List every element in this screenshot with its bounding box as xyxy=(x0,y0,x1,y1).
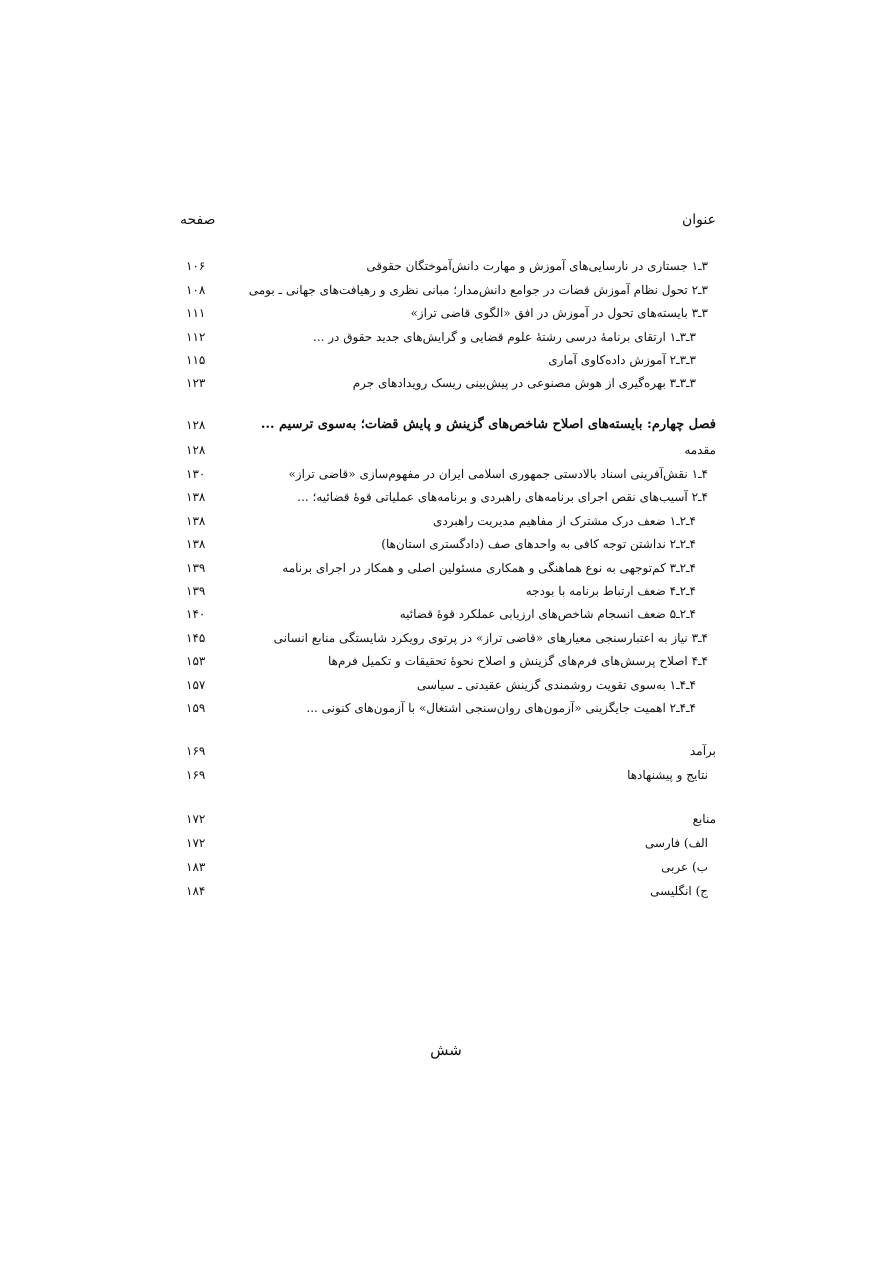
toc-section-heading xyxy=(180,808,716,830)
toc-entry-title: فصل چهارم: بایسته‌های اصلاح شاخص‌های گزینش و پایش قضات؛ به‌سوی ترسیم ... xyxy=(260,417,716,432)
toc-entry-page: ۱۲۸ xyxy=(186,418,206,432)
toc-entry-page: ۱۲۳ xyxy=(186,376,206,390)
toc-entry-title: ۴ـ۲ـ۲ نداشتن توجه کافی به واحدهای صف (دادگستری استان‌ها) xyxy=(381,537,696,551)
toc-entry xyxy=(180,627,716,649)
toc-entry-page: ۱۷۲ xyxy=(186,812,206,826)
toc-entry-page: ۱۰۶ xyxy=(186,259,206,273)
toc-entry-title: ۳ـ۳ـ۱ ارتقای برنامهٔ درسی رشتهٔ علوم قضایی و گرایش‌های جدید حقوق در ... xyxy=(313,330,696,344)
toc-entry-page: ۱۵۷ xyxy=(186,678,206,692)
toc-entry-title: مقدمه xyxy=(684,443,716,457)
page-number: شش xyxy=(430,1041,462,1059)
toc-entry-page: ۱۲۸ xyxy=(186,443,206,457)
toc-entry-page: ۱۸۴ xyxy=(186,884,206,898)
toc-entry xyxy=(180,372,716,394)
toc-entry-page: ۱۶۹ xyxy=(186,768,206,782)
toc-entry-title: ج) انگلیسی xyxy=(650,884,708,898)
toc-entry-title: منابع xyxy=(692,812,716,826)
toc-entry xyxy=(180,302,716,324)
toc-entry-title: ۴ـ۲ـ۱ ضعف درک مشترک از مفاهیم مدیریت راهبردی xyxy=(433,514,696,528)
toc-entry-page: ۱۳۸ xyxy=(186,490,206,504)
toc-entry-page: ۱۸۳ xyxy=(186,860,206,874)
toc-entry-title: ۴ـ۴ اصلاح پرسش‌های فرم‌های گزینش و اصلاح نحوهٔ تحقیقات و تکمیل فرم‌ها xyxy=(327,654,708,668)
toc-entry xyxy=(180,674,716,696)
toc-entry-page: ۱۰۸ xyxy=(186,283,206,297)
toc-entry-title: ب) عربی xyxy=(661,860,708,874)
toc-entry-title: ۴ـ۲ آسیب‌های نقص اجرای برنامه‌های راهبردی و برنامه‌های عملیاتی قوهٔ قضائیه؛ ... xyxy=(297,490,708,504)
toc-entry-page: ۱۵۹ xyxy=(186,701,206,715)
toc-entry-page: ۱۴۵ xyxy=(186,631,206,645)
toc-entry xyxy=(180,832,716,854)
toc-entry-page: ۱۱۱ xyxy=(186,306,206,320)
toc-entry-title: ۴ـ۴ـ۱ به‌سوی تقویت روشمندی گزینش عقیدتی ـ سیاسی xyxy=(416,678,696,692)
toc-entry-title: ۴ـ۴ـ۲ اهمیت جایگزینی «آزمون‌های روان‌سنجی اشتغال» با آزمون‌های کنونی ... xyxy=(306,701,696,715)
toc-chapter-heading xyxy=(180,414,716,436)
toc-entry-page: ۱۷۲ xyxy=(186,836,206,850)
toc-entry xyxy=(180,349,716,371)
toc-entry xyxy=(180,510,716,532)
toc-entry xyxy=(180,697,716,719)
toc-entry-page: ۱۳۰ xyxy=(186,467,206,481)
toc-entry-page: ۱۵۳ xyxy=(186,654,206,668)
toc-entry-page: ۱۴۰ xyxy=(186,607,206,621)
toc-entry xyxy=(180,603,716,625)
toc-entry xyxy=(180,463,716,485)
toc-entry-page: ۱۳۸ xyxy=(186,514,206,528)
toc-entry xyxy=(180,856,716,878)
toc-page-column-heading: صفحه xyxy=(180,212,216,228)
toc-entry xyxy=(180,650,716,672)
toc-entry xyxy=(180,326,716,348)
toc-entry-page: ۱۱۲ xyxy=(186,330,206,344)
toc-section-heading xyxy=(180,740,716,762)
toc-entry xyxy=(180,439,716,461)
toc-entry-title: برآمد xyxy=(689,744,716,758)
toc-entry xyxy=(180,486,716,508)
toc-entry-title: ۳ـ۲ تحول نظام آموزش قضات در جوامع دانش‌مدار؛ مبانی نظری و رهیافت‌های جهانی ـ بومی xyxy=(248,283,708,297)
toc-entry xyxy=(180,580,716,602)
toc-entry-title: ۴ـ۲ـ۴ ضعف ارتباط برنامه با بودجه xyxy=(525,584,696,598)
toc-entry-page: ۱۱۵ xyxy=(186,353,206,367)
toc-entry-title: الف) فارسی xyxy=(644,836,708,850)
toc-entry-page: ۱۶۹ xyxy=(186,744,206,758)
toc-entry-page: ۱۳۸ xyxy=(186,537,206,551)
toc-entry xyxy=(180,880,716,902)
toc-title-column-heading: عنوان xyxy=(682,212,716,228)
toc-entry-page: ۱۳۹ xyxy=(186,584,206,598)
toc-entry-title: ۳ـ۳ بایسته‌های تحول در آموزش در افق «الگوی قاضی تراز» xyxy=(410,306,708,320)
toc-entry-title: ۴ـ۳ نیاز به اعتبارسنجی معیارهای «قاضی تراز» در پرتوی رویکرد شایستگی منابع انسانی xyxy=(273,631,708,645)
toc-entry xyxy=(180,279,716,301)
toc-entry-title: نتایج و پیشنهادها xyxy=(627,768,708,782)
toc-entry-title: ۳ـ۳ـ۲ آموزش داده‌کاوی آماری xyxy=(548,353,696,367)
toc-entry-title: ۳ـ۳ـ۳ بهره‌گیری از هوش مصنوعی در پیش‌بینی ریسک رویدادهای جرم xyxy=(352,376,696,390)
toc-entry xyxy=(180,764,716,786)
toc-entry-title: ۴ـ۲ـ۵ ضعف انسجام شاخص‌های ارزیابی عملکرد قوهٔ قضائیه xyxy=(399,607,696,621)
toc-header xyxy=(180,212,716,236)
toc-entry-title: ۴ـ۱ نقش‌آفرینی اسناد بالادستی جمهوری اسلامی ایران در مفهوم‌سازی «قاضی تراز» xyxy=(288,467,708,481)
toc-entry-title: ۴ـ۲ـ۳ کم‌توجهی به نوع هماهنگی و همکاری مسئولین اصلی و همکار در اجرای برنامه xyxy=(282,561,696,575)
toc-entry xyxy=(180,557,716,579)
toc-entry-page: ۱۳۹ xyxy=(186,561,206,575)
toc-entry xyxy=(180,255,716,277)
toc-entry-title: ۳ـ۱ جستاری در نارسایی‌های آموزش و مهارت دانش‌آموختگان حقوقی xyxy=(366,259,708,273)
toc-entry xyxy=(180,533,716,555)
